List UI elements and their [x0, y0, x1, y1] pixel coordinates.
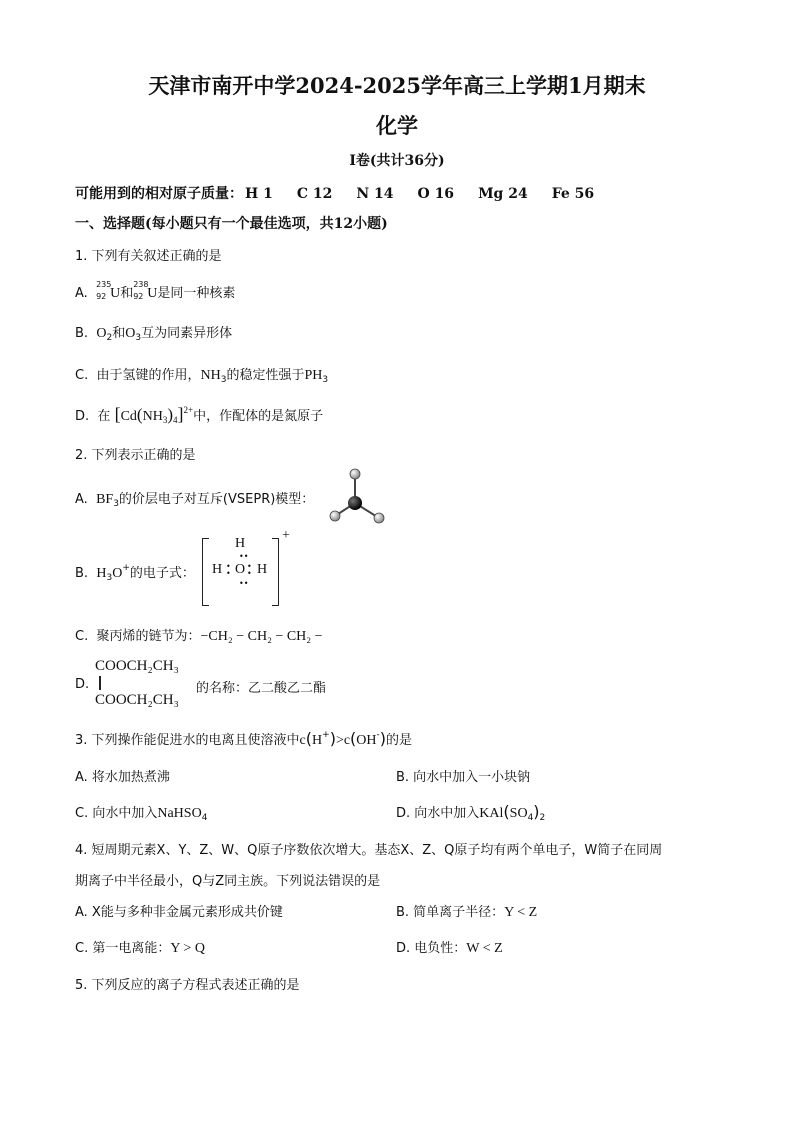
- q2-option-a: A. $BF_3$的价层电子对互斥(VSEPR)模型：: [75, 492, 315, 509]
- atom-h-right: H: [257, 562, 268, 577]
- bond-pair-left: • •: [226, 562, 231, 578]
- q2-option-d-label: D.: [75, 677, 90, 692]
- q1-option-d: D. 在 $[Cd(NH_3)_4]^{2+}$中，作配体的是氮原子: [75, 404, 324, 425]
- ligand-atom-top: [350, 469, 360, 479]
- mass-o: O 16: [417, 186, 455, 202]
- ester-line-2: COOCH₂CH₃: [95, 692, 179, 708]
- mass-mg: Mg 24: [478, 186, 528, 202]
- section-title: Ⅰ卷(共计36分): [349, 153, 445, 169]
- q3-option-b: B. 向水中加入一小块钠: [396, 770, 531, 785]
- q4-stem-line-2: 期离子中半径最小，Q与Z同主族。下列说法错误的是: [75, 874, 381, 889]
- atom-h-top: H: [235, 536, 246, 551]
- q3-option-c: C. 向水中加入NaHSO$_4$: [75, 806, 208, 823]
- bond-pair-top: ••: [239, 552, 249, 561]
- mass-h: H 1: [245, 186, 273, 202]
- option-label: A.: [75, 286, 88, 301]
- right-bracket: [272, 538, 279, 606]
- option-label: B.: [75, 326, 89, 341]
- ester-bond: [99, 676, 101, 690]
- option-label: B.: [75, 566, 89, 581]
- q4-option-a: A. X能与多种非金属元素形成共价键: [75, 905, 283, 920]
- q1-option-a: A. 235 92 U和 238 92 U是同一种核素: [75, 280, 236, 301]
- electron-dot-formula: [202, 528, 290, 606]
- ion-charge: +: [282, 528, 290, 543]
- q4-option-d: D. 电负性：W < Z: [396, 941, 503, 956]
- option-label: C.: [75, 629, 89, 644]
- subject-title: 化学: [376, 113, 418, 138]
- q2-option-b: B. $H_3O^+$的电子式：: [75, 563, 195, 583]
- q1-option-b: B. $O_2$和$O_3$互为同素异形体: [75, 326, 233, 343]
- vsepr-trigonal-planar-model: [322, 462, 392, 528]
- q2-option-c: C. 聚丙烯的链节为：−CH₂ − CH₂ − CH₂ −: [75, 629, 323, 644]
- q4-option-c: C. 第一电离能：Y > Q: [75, 941, 205, 956]
- option-label: D.: [75, 409, 90, 424]
- exam-title: 天津市南开中学2024-2025学年高三上学期1月期末: [148, 73, 646, 98]
- q4-option-b: B. 简单离子半径：Y < Z: [396, 905, 538, 920]
- q3-option-a: A. 将水加热煮沸: [75, 770, 170, 785]
- atom-o: O: [235, 562, 246, 577]
- mass-c: C 12: [296, 186, 333, 202]
- atom-h-left: H: [212, 562, 223, 577]
- option-label: A.: [75, 492, 88, 507]
- ester-line-1: COOCH₂CH₃: [95, 658, 179, 674]
- lone-pair-bottom: ••: [239, 579, 249, 588]
- part-title: 一、选择题(每小题只有一个最佳选项，共12小题): [75, 216, 388, 232]
- isotope-u235: 235 92: [96, 280, 112, 301]
- left-bracket: [202, 538, 209, 606]
- atomic-masses-line: [75, 183, 618, 203]
- q3-option-d: D. 向水中加入$KAl(SO_4)_2$: [396, 802, 546, 823]
- q1-option-c: C. 由于氢键的作用，$NH_3$的稳定性强于$PH_3$: [75, 368, 329, 385]
- isotope-u238: 238 92: [133, 280, 149, 301]
- q4-stem-line-1: 4. 短周期元素X、Y、Z、W、Q原子序数依次增大。基态X、Z、Q原子均有两个单电子，W简子在同周: [75, 843, 663, 858]
- chain-unit-formula: −CH₂ − CH₂ − CH₂ −: [200, 629, 323, 644]
- mass-n: N 14: [356, 186, 394, 202]
- q5-stem: 5. 下列反应的离子方程式表述正确的是: [75, 978, 300, 993]
- ligand-atom-left: [330, 511, 340, 521]
- complex-formula: $[Cd(NH_3)_4]^{2+}$: [114, 404, 194, 425]
- q3-stem: 3. 下列操作能促进水的电离且使溶液中c(H+)>c(OH-)的是: [75, 729, 413, 748]
- option-label: C.: [75, 368, 89, 383]
- bond-pair-right: • •: [247, 562, 252, 578]
- q1-stem: 1. 下列有关叙述正确的是: [75, 249, 222, 264]
- atomic-masses-label: 可能用到的相对原子质量：: [75, 186, 243, 202]
- mass-fe: Fe 56: [551, 186, 595, 202]
- central-atom: [348, 496, 362, 510]
- q2-option-d-text: 的名称：乙二酸乙二酯: [196, 681, 327, 696]
- q2-stem: 2. 下列表示正确的是: [75, 448, 196, 463]
- ligand-atom-right: [374, 513, 384, 523]
